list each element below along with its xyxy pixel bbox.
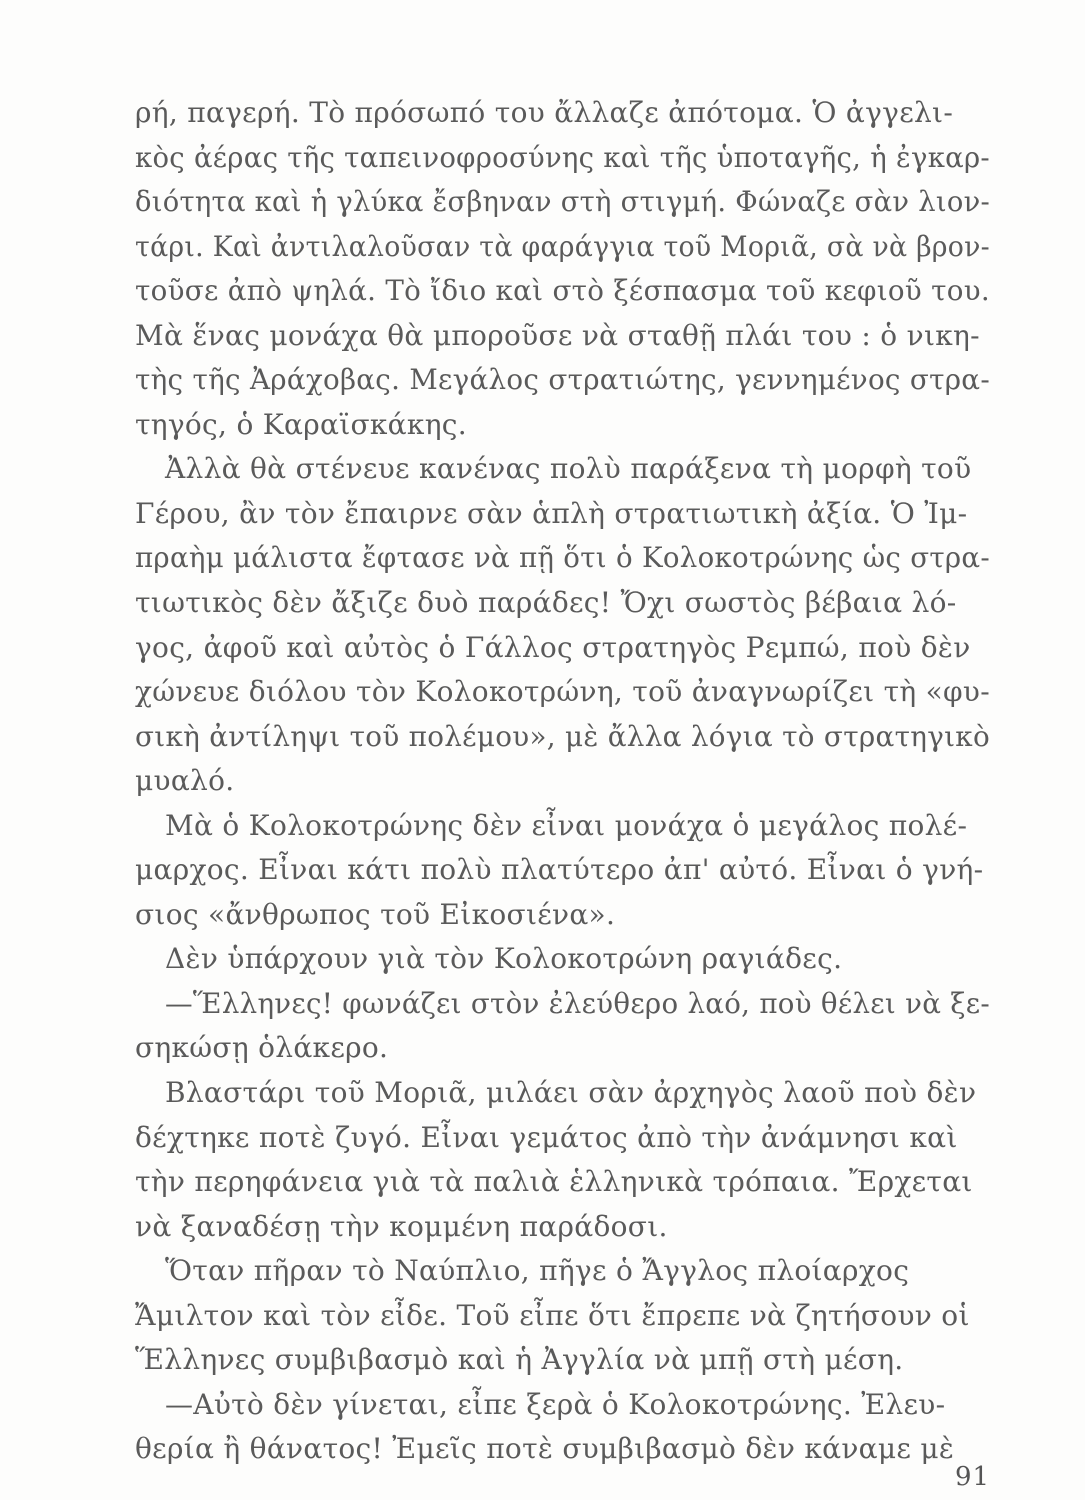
body-text xyxy=(135,91,990,1472)
text-line: Ἕλληνες συμβιβασμὸ καὶ ἡ Ἀγγλία νὰ μπῇ στὴ μέση. xyxy=(135,1343,904,1377)
text-line: σηκώσῃ ὁλάκερο. xyxy=(135,1031,389,1065)
text-line: Γέρου, ἂν τὸν ἔπαιρνε σὰν ἁπλὴ στρατιωτικὴ ἀξία. Ὁ Ἰμ- xyxy=(135,496,968,530)
text-line: χώνευε διόλου τὸν Κολοκοτρώνη, τοῦ ἀναγνωρίζει τὴ «φυ- xyxy=(135,675,990,709)
text-line: νὰ ξαναδέσῃ τὴν κομμένη παράδοσι. xyxy=(135,1209,668,1243)
text-line: πραὴμ μάλιστα ἔφτασε νὰ πῇ ὅτι ὁ Κολοκοτρώνης ὡς στρα- xyxy=(135,541,990,575)
page-number: 91 xyxy=(955,1462,991,1492)
text-line: Ἄμιλτον καὶ τὸν εἶδε. Τοῦ εἶπε ὅτι ἔπρεπε νὰ ζητήσουν οἱ xyxy=(135,1298,970,1332)
text-line: τοῦσε ἀπὸ ψηλά. Τὸ ἴδιο καὶ στὸ ξέσπασμα τοῦ κεφιοῦ του. xyxy=(135,274,990,308)
text-line: σικὴ ἀντίληψι τοῦ πολέμου», μὲ ἄλλα λόγια τὸ στρατηγικὸ xyxy=(135,719,990,753)
text-line: ρή, παγερή. Τὸ πρόσωπό του ἄλλαζε ἀπότομα. Ὁ ἀγγελι- xyxy=(135,96,954,129)
text-line: τὴς τῆς Ἀράχοβας. Μεγάλος στρατιώτης, γεννημένος στρα- xyxy=(135,363,990,397)
text-line: μαρχος. Εἶναι κάτι πολὺ πλατύτερο ἀπ' αὐτό. Εἶναι ὁ γνή- xyxy=(135,853,984,887)
text-line: διότητα καὶ ἡ γλύκα ἔσβηναν στὴ στιγμή. Φώναζε σὰν λιον- xyxy=(135,185,990,219)
text-line: γος, ἀφοῦ καὶ αὐτὸς ὁ Γάλλος στρατηγὸς Ρεμπώ, ποὺ δὲν xyxy=(135,630,971,664)
text-line: —Αὐτὸ δὲν γίνεται, εἶπε ξερὰ ὁ Κολοκοτρώνης. Ἐλευ- xyxy=(165,1387,946,1421)
text-line: Ὅταν πῆραν τὸ Ναύπλιο, πῆγε ὁ Ἄγγλος πλοίαρχος xyxy=(165,1254,910,1288)
text-line: θερία ἢ θάνατος! Ἐμεῖς ποτὲ συμβιβασμὸ δὲν κάναμε μὲ xyxy=(135,1432,955,1466)
text-line: κὸς ἀέρας τῆς ταπεινοφροσύνης καὶ τῆς ὑποταγῆς, ἡ ἐγκαρ- xyxy=(135,140,990,174)
text-line: Δὲν ὑπάρχουν γιὰ τὸν Κολοκοτρώνη ραγιάδες. xyxy=(165,942,843,976)
text-line: τὴν περηφάνεια γιὰ τὰ παλιὰ ἑλληνικὰ τρόπαια. Ἔρχεται xyxy=(135,1165,973,1199)
text-line: Μὰ ἕνας μονάχα θὰ μποροῦσε νὰ σταθῇ πλάι του : ὁ νικη- xyxy=(135,318,980,352)
text-line: σιος «ἄνθρωπος τοῦ Εἰκοσιένα». xyxy=(135,897,616,931)
text-line: τάρι. Καὶ ἀντιλαλοῦσαν τὰ φαράγγια τοῦ Μοριᾶ, σὰ νὰ βρον- xyxy=(135,229,990,263)
text-line: Ἀλλὰ θὰ στένευε κανένας πολὺ παράξενα τὴ μορφὴ τοῦ xyxy=(165,452,972,486)
text-line: δέχτηκε ποτὲ ζυγό. Εἶναι γεμάτος ἀπὸ τὴν ἀνάμνησι καὶ xyxy=(135,1120,958,1154)
text-line: Μὰ ὁ Κολοκοτρώνης δὲν εἶναι μονάχα ὁ μεγάλος πολέ- xyxy=(165,808,968,842)
text-line: τιωτικὸς δὲν ἄξιζε δυὸ παράδες! Ὄχι σωστὸς βέβαια λό- xyxy=(135,586,957,620)
text-line: μυαλό. xyxy=(135,764,235,798)
text-line: Βλαστάρι τοῦ Μοριᾶ, μιλάει σὰν ἀρχηγὸς λαοῦ ποὺ δὲν xyxy=(165,1076,977,1110)
text-line: τηγός, ὁ Καραϊσκάκης. xyxy=(135,407,467,441)
text-line: —Ἕλληνες! φωνάζει στὸν ἐλεύθερο λαό, ποὺ θέλει νὰ ξε- xyxy=(165,986,990,1020)
